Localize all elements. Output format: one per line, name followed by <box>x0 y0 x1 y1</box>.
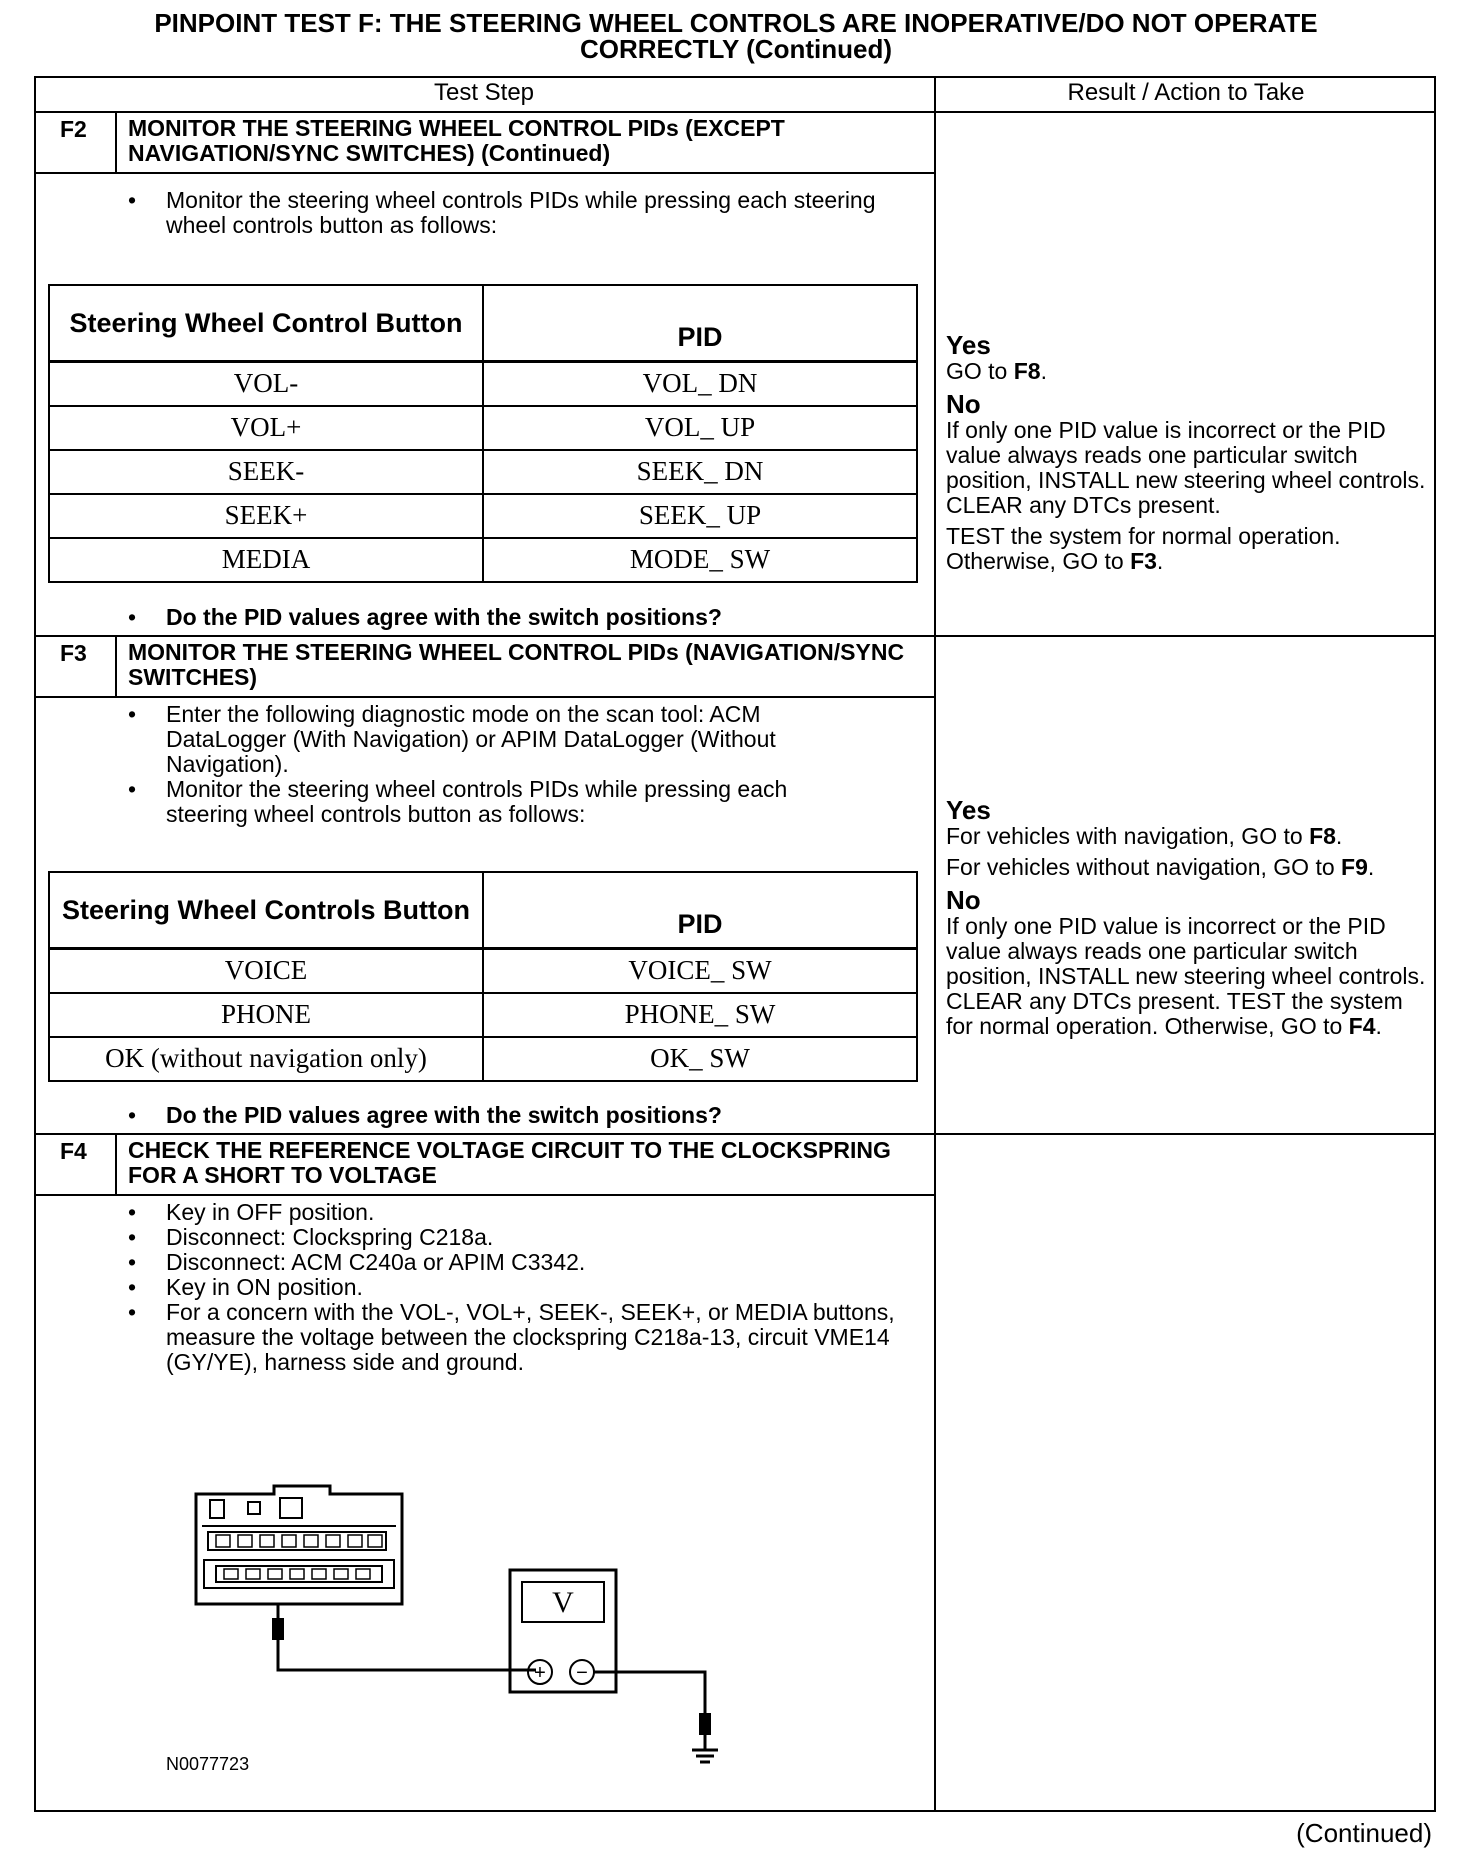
f3-col-pid: PID <box>483 872 917 948</box>
f4-bullet-3: • Disconnect: ACM C240a or APIM C3342. <box>128 1250 908 1275</box>
step-title-f3: MONITOR THE STEERING WHEEL CONTROL PIDs (NAVIGATION/SYNC SWITCHES) <box>128 639 905 690</box>
f2-title-rule <box>34 172 936 174</box>
meter-label: V <box>552 1586 574 1619</box>
f2-bullet-1: • Monitor the steering wheel controls PIDs while pressing each steering wheel controls button as follows: <box>128 188 888 238</box>
f4-bullet-5: • For a concern with the VOL-, VOL+, SEEK-, SEEK+, or MEDIA buttons, measure the voltage between the clockspring C218a-13, circuit VME14 (GY/YE), harness side and ground. <box>128 1300 908 1375</box>
plus-terminal: + <box>534 1662 546 1684</box>
table-cell: PHONE <box>49 993 483 1037</box>
table-cell: MODE_ SW <box>483 538 917 582</box>
f2-no-action-2: TEST the system for normal operation. Otherwise, GO to F3. <box>946 523 1341 574</box>
f3-pid-table <box>48 871 918 1082</box>
f2-question: • Do the PID values agree with the switch positions? <box>166 604 722 631</box>
table-cell: SEEK+ <box>49 494 483 538</box>
f4-instructions <box>128 1200 908 1375</box>
column-divider <box>934 76 936 1812</box>
voltage-measurement-diagram <box>150 1480 750 1780</box>
f4-bullet-2: • Disconnect: Clockspring C218a. <box>128 1225 908 1250</box>
f2-col-button: Steering Wheel Control Button <box>49 285 483 361</box>
f2-col-pid: PID <box>483 285 917 361</box>
table-cell: VOL+ <box>49 406 483 450</box>
f2-no-label: No <box>946 389 981 419</box>
f3-title-rule <box>34 696 936 698</box>
f2-no-action-1: If only one PID value is incorrect or the PID value always reads one particular switch position, INSTALL new steering wheel controls. CLEAR any DTCs present. <box>946 417 1426 518</box>
f3-instructions <box>128 702 868 827</box>
title-line-1: PINPOINT TEST F: THE STEERING WHEEL CONTROLS ARE INOPERATIVE/DO NOT OPERATE <box>154 8 1318 38</box>
step-id-divider-f4 <box>115 1134 117 1195</box>
table-row <box>49 538 917 582</box>
f4-title-rule <box>34 1194 936 1196</box>
f2-instructions <box>128 188 888 238</box>
table-cell: VOL_ UP <box>483 406 917 450</box>
step-id-divider-f2 <box>115 112 117 172</box>
header-rule <box>34 111 1436 113</box>
f4-bullet-4: • Key in ON position. <box>128 1275 908 1300</box>
table-cell: OK (without navigation only) <box>49 1037 483 1081</box>
table-row <box>49 948 917 993</box>
f3-col-button: Steering Wheel Controls Button <box>49 872 483 948</box>
table-cell: SEEK_ UP <box>483 494 917 538</box>
table-cell: OK_ SW <box>483 1037 917 1081</box>
table-cell: MEDIA <box>49 538 483 582</box>
step-id-divider-f3 <box>115 636 117 696</box>
figure-id: N0077723 <box>166 1754 250 1774</box>
table-cell: VOICE <box>49 948 483 993</box>
table-cell: SEEK- <box>49 450 483 494</box>
f2-yes-label: Yes <box>946 330 991 360</box>
f3-yes-label: Yes <box>946 795 991 825</box>
f3-no-action: If only one PID value is incorrect or the PID value always reads one particular switch position, INSTALL new steering wheel controls. CLEAR any DTCs present. TEST the system for normal operation. Otherwise, GO to F4. <box>946 913 1426 1039</box>
table-cell: PHONE_ SW <box>483 993 917 1037</box>
header-test-step: Test Step <box>433 79 535 106</box>
step-id-f2: F2 <box>60 116 87 142</box>
table-cell: VOICE_ SW <box>483 948 917 993</box>
f3-yes-action-2: For vehicles without navigation, GO to F9. <box>946 854 1375 880</box>
header-result: Result / Action to Take <box>1067 79 1305 106</box>
table-row <box>49 450 917 494</box>
f4-bullet-1: • Key in OFF position. <box>128 1200 908 1225</box>
f3-question: • Do the PID values agree with the switch positions? <box>166 1102 722 1129</box>
page-title <box>0 10 1472 62</box>
step-title-f2: MONITOR THE STEERING WHEEL CONTROL PIDs (EXCEPT NAVIGATION/SYNC SWITCHES) (Continued) <box>128 115 785 166</box>
f2-pid-table <box>48 284 918 583</box>
table-cell: VOL- <box>49 361 483 406</box>
continued-label: (Continued) <box>1296 1818 1432 1848</box>
minus-terminal: − <box>576 1662 588 1684</box>
f3-bullet-2: • Monitor the steering wheel controls PIDs while pressing each steering wheel controls button as follows: <box>128 777 868 827</box>
f3-result <box>946 796 1430 1045</box>
step-title-f4: CHECK THE REFERENCE VOLTAGE CIRCUIT TO THE CLOCKSPRING FOR A SHORT TO VOLTAGE <box>128 1137 891 1188</box>
table-cell: SEEK_ DN <box>483 450 917 494</box>
f2-f3-separator <box>34 635 1436 637</box>
step-id-f3: F3 <box>60 640 87 666</box>
table-row <box>49 406 917 450</box>
f3-bullet-1: • Enter the following diagnostic mode on the scan tool: ACM DataLogger (With Navigation) or APIM DataLogger (Without Navigation). <box>128 702 868 777</box>
table-row <box>49 993 917 1037</box>
table-row <box>49 1037 917 1081</box>
table-cell: VOL_ DN <box>483 361 917 406</box>
f3-f4-separator <box>34 1133 1436 1135</box>
f3-no-label: No <box>946 885 981 915</box>
title-line-2: CORRECTLY (Continued) <box>580 34 892 64</box>
f2-yes-action: GO to F8. <box>946 358 1047 384</box>
f3-yes-action-1: For vehicles with navigation, GO to F8. <box>946 823 1343 849</box>
f2-result <box>946 331 1430 580</box>
step-id-f4: F4 <box>60 1138 87 1164</box>
table-row <box>49 361 917 406</box>
table-row <box>49 494 917 538</box>
